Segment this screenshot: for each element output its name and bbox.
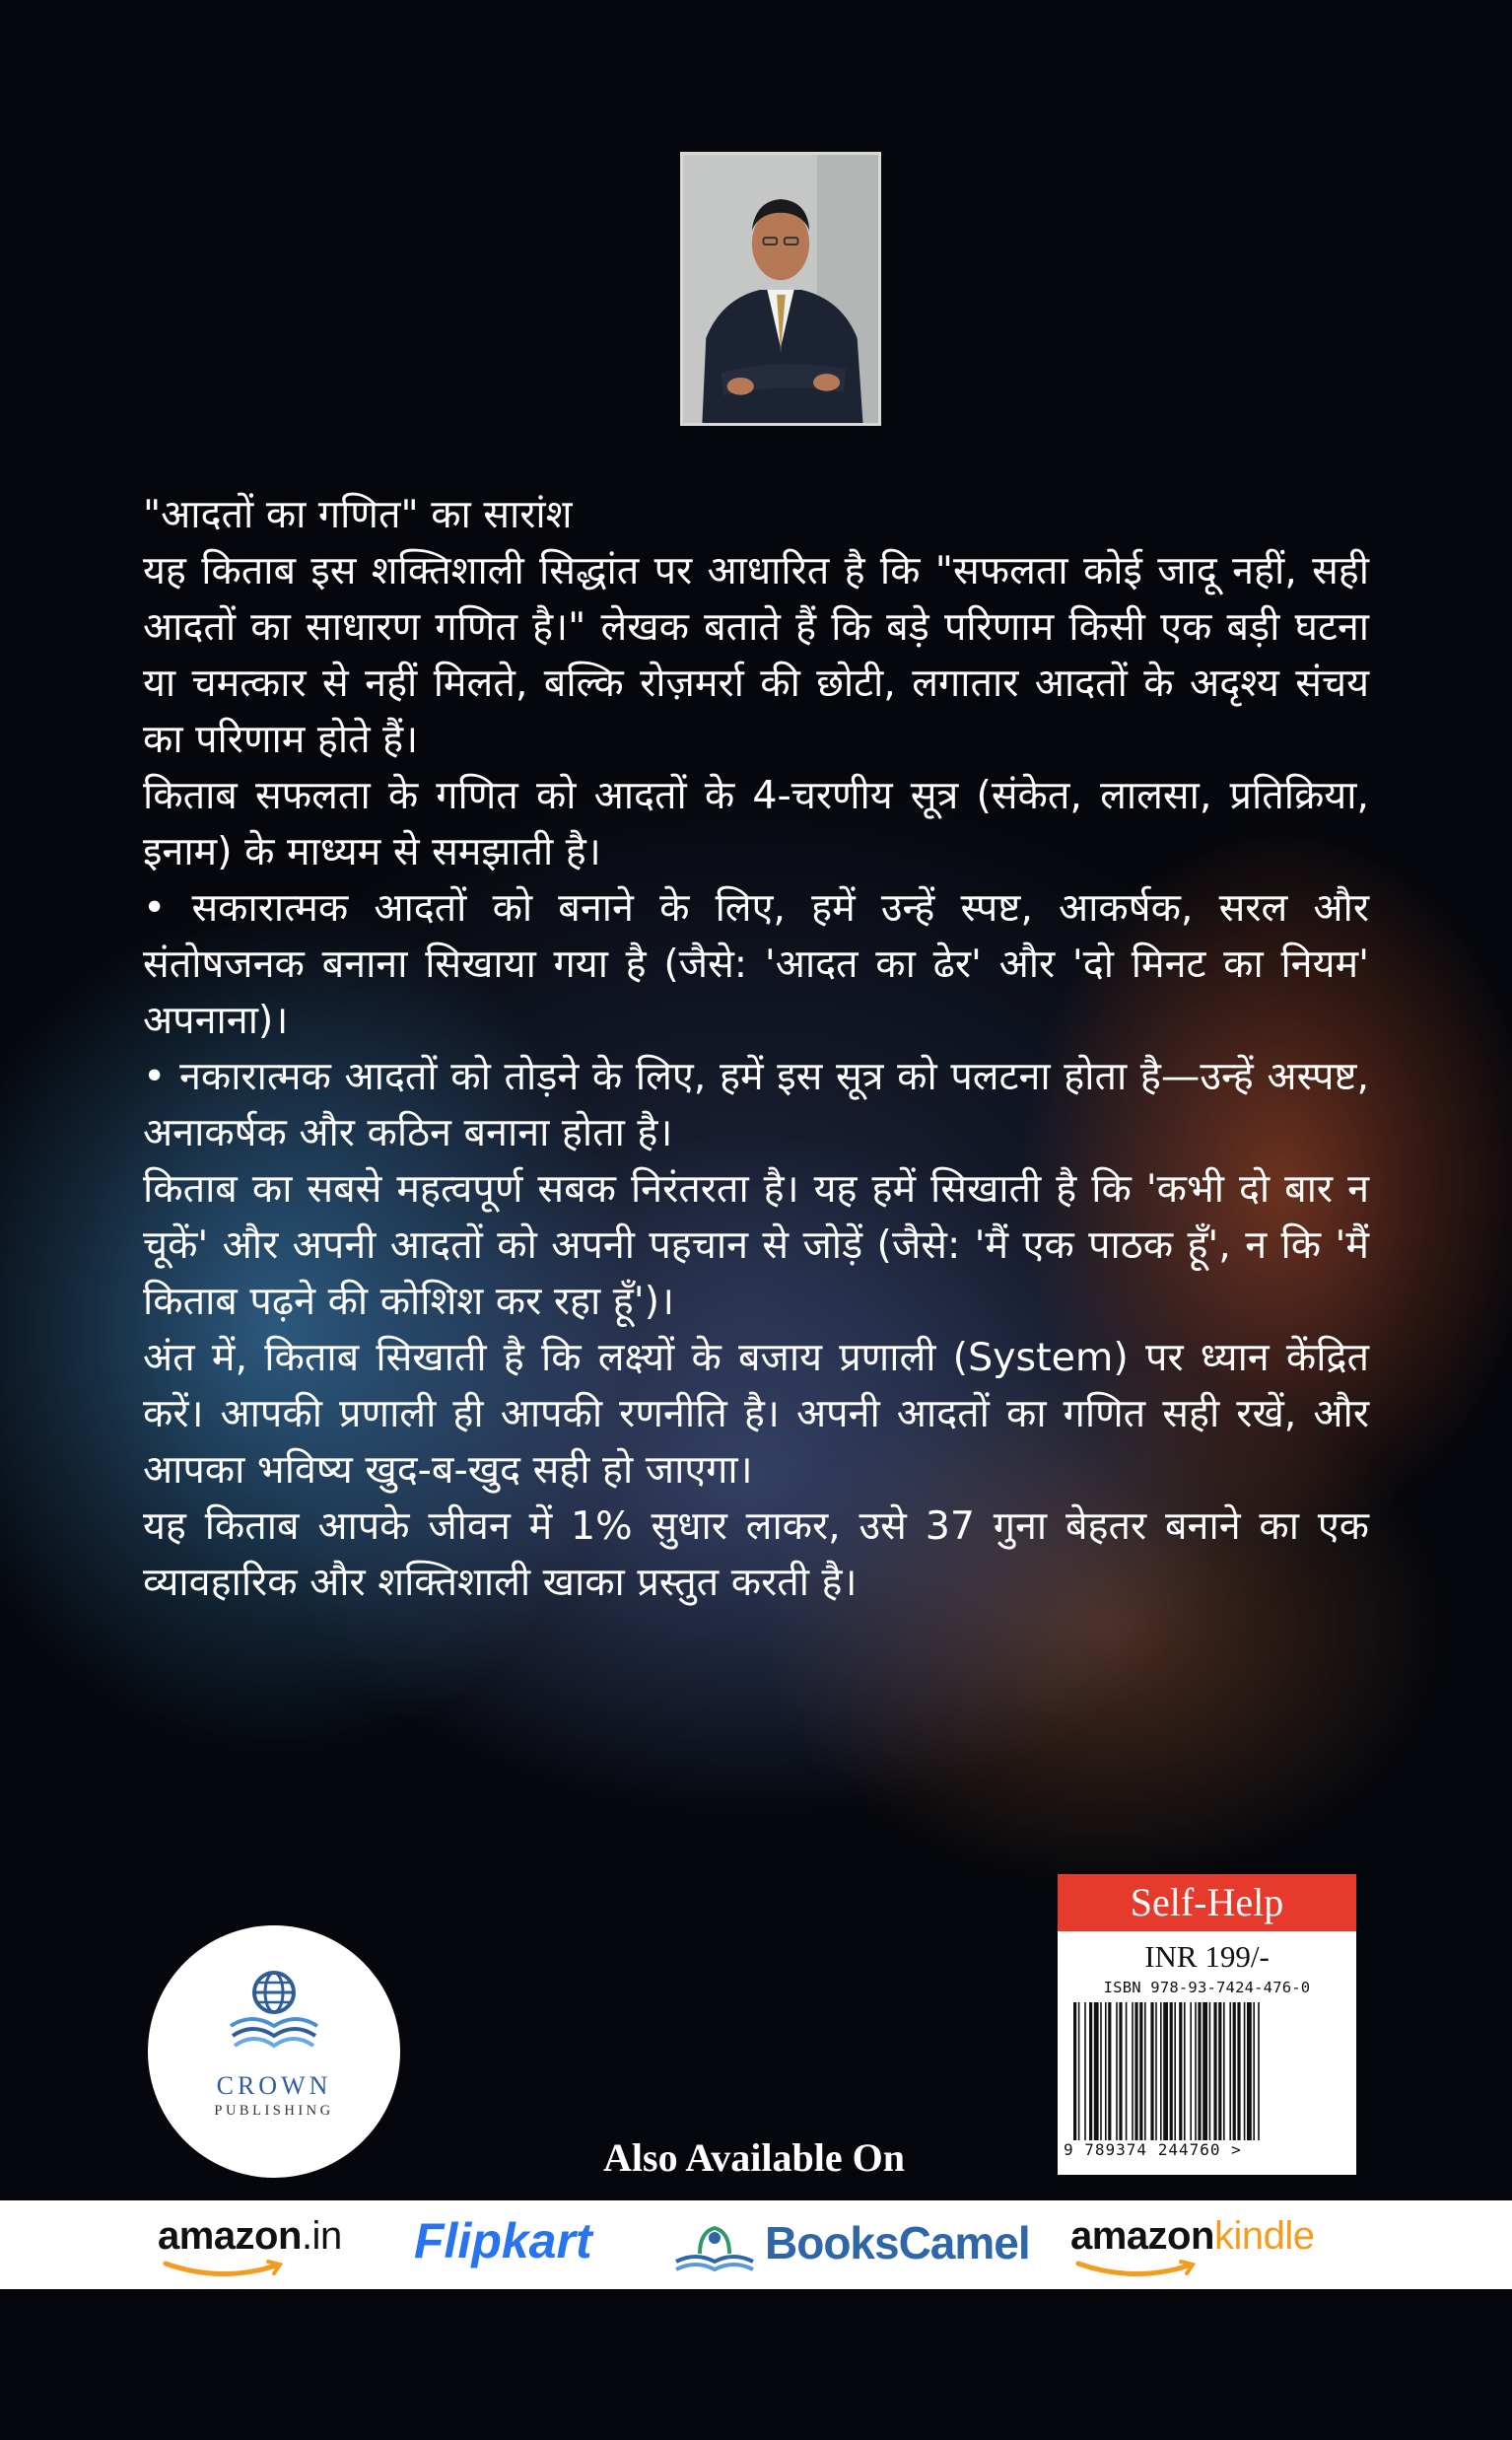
barcode-bar [1209, 2002, 1211, 2140]
globe-book-icon [225, 1965, 323, 2054]
publisher-logo [148, 1925, 400, 2178]
barcode-bar [1179, 2002, 1182, 2140]
barcode-bar [1163, 2002, 1168, 2140]
barcode-bar [1170, 2002, 1173, 2140]
barcode-bar [1203, 2002, 1207, 2140]
isbn-label: ISBN 978-93-7424-476-0 [1103, 1979, 1311, 1996]
barcode-bar [1108, 2002, 1111, 2140]
isbn-barcode [1071, 2002, 1343, 2140]
amazon-smile-icon [162, 2258, 290, 2279]
summary-bullet: • सकारात्मक आदतों को बनाने के लिए, हमें उन्हें स्पष्ट, आकर्षक, सरल और संतोषजनक बनाना सिखाया गया है (जैसे: 'आदत का ढेर' और 'दो मिनट का नियम' अपनाना)। [143, 885, 1369, 1043]
barcode-bar [1094, 2002, 1099, 2140]
also-available-heading: Also Available On [603, 2135, 905, 2180]
barcode-bar [1233, 2002, 1236, 2140]
barcode-bar [1160, 2002, 1162, 2140]
barcode-bar [1116, 2002, 1118, 2140]
genre-label: Self-Help [1058, 1874, 1356, 1931]
barcode-bar [1198, 2002, 1201, 2140]
barcode-bar [1105, 2002, 1107, 2140]
book-summary [143, 487, 1369, 1611]
summary-paragraph: किताब का सबसे महत्वपूर्ण सबक निरंतरता है। यह हमें सिखाती है कि 'कभी दो बार न चूकें' और अपनी आदतों को अपनी पहचान से जोड़ें (जैसे: 'मैं एक पाठक हूँ', न कि 'मैं किताब पढ़ने की कोशिश कर रहा हूँ')। [143, 1166, 1369, 1324]
barcode-bar [1229, 2002, 1231, 2140]
barcode-bar [1134, 2002, 1137, 2140]
summary-paragraph: यह किताब इस शक्तिशाली सिद्धांत पर आधारित है कि "सफलता कोई जादू नहीं, सही आदतों का साधारण गणित है।" लेखक बताते हैं कि बड़े परिणाम किसी एक बड़ी घटना या चमत्कार से नहीं मिलते, बल्कि रोज़मर्रा की छोटी, लगातार आदतों के अदृश्य संचय का परिणाम होते हैं। [143, 548, 1369, 762]
barcode-bar [1073, 2002, 1076, 2140]
publisher-subtitle: PUBLISHING [214, 2103, 334, 2119]
price-isbn-badge [1058, 1874, 1356, 2175]
barcode-bar [1078, 2002, 1080, 2140]
publisher-name: CROWN [216, 2071, 332, 2100]
barcode-bar [1244, 2002, 1246, 2140]
barcode-bar [1084, 2002, 1086, 2140]
author-photo [680, 152, 881, 426]
ean-digits: 9 789374 244760 > [1064, 2140, 1242, 2159]
barcode-bar [1089, 2002, 1092, 2140]
flipkart-wordmark: Flipkart [414, 2213, 592, 2268]
summary-paragraph: अंत में, किताब सिखाती है कि लक्ष्यों के बजाय प्रणाली (System) पर ध्यान केंद्रित करें। आपकी प्रणाली ही आपकी रणनीति है। अपनी आदतों का गणित सही रखें, और आपका भविष्य खुद-ब-खुद सही हो जाएगा। [143, 1335, 1369, 1493]
barcode-bar [1258, 2002, 1260, 2140]
bookscamel-logo [670, 2200, 1035, 2289]
barcode-bar [1237, 2002, 1240, 2140]
amazon-in-wordmark: amazon.in [158, 2214, 342, 2258]
barcode-bar [1132, 2002, 1134, 2140]
barcode-bar [1155, 2002, 1157, 2140]
amazon-kindle-wordmark: amazonkindle [1070, 2214, 1315, 2258]
barcode-bar [1190, 2002, 1192, 2140]
barcode-bar [1144, 2002, 1146, 2140]
barcode-bar [1184, 2002, 1186, 2140]
barcode-bar [1126, 2002, 1128, 2140]
flipkart-logo [414, 2200, 631, 2289]
summary-paragraph: यह किताब आपके जीवन में 1% सुधार लाकर, उसे 37 गुना बेहतर बनाने का एक व्यावहारिक और शक्तिशाली खाका प्रस्तुत करती है। [143, 1503, 1369, 1605]
barcode-bar [1247, 2002, 1252, 2140]
barcode-bar [1119, 2002, 1122, 2140]
summary-paragraph: किताब सफलता के गणित को आदतों के 4-चरणीय सूत्र (संकेत, लालसा, प्रतिक्रिया, इनाम) के माध्यम से समझाती है। [143, 773, 1369, 874]
price-label: INR 199/- [1144, 1939, 1270, 1974]
summary-heading: "आदतों का गणित" का सारांश [143, 492, 573, 537]
amazon-in-logo [158, 2200, 384, 2289]
barcode-bar [1174, 2002, 1176, 2140]
open-book-icon [670, 2218, 759, 2273]
barcode-bar [1139, 2002, 1142, 2140]
author-portrait-image [683, 155, 878, 423]
barcode-bar [1253, 2002, 1255, 2140]
bookscamel-wordmark: BooksCamel [765, 2217, 1030, 2268]
amazon-smile-icon [1074, 2258, 1203, 2279]
amazon-kindle-logo [1070, 2200, 1366, 2289]
store-logos-band [0, 2200, 1512, 2289]
barcode-bar [1195, 2002, 1197, 2140]
barcode-bar [1218, 2002, 1221, 2140]
summary-bullet: • नकारात्मक आदतों को तोड़ने के लिए, हमें इस सूत्र को पलटना होता है—उन्हें अस्पष्ट, अनाकर्षक और कठिन बनाना होता है। [143, 1054, 1369, 1155]
barcode-bar [1150, 2002, 1153, 2140]
barcode-bar [1213, 2002, 1216, 2140]
barcode-bar [1100, 2002, 1102, 2140]
barcode-bar [1223, 2002, 1225, 2140]
